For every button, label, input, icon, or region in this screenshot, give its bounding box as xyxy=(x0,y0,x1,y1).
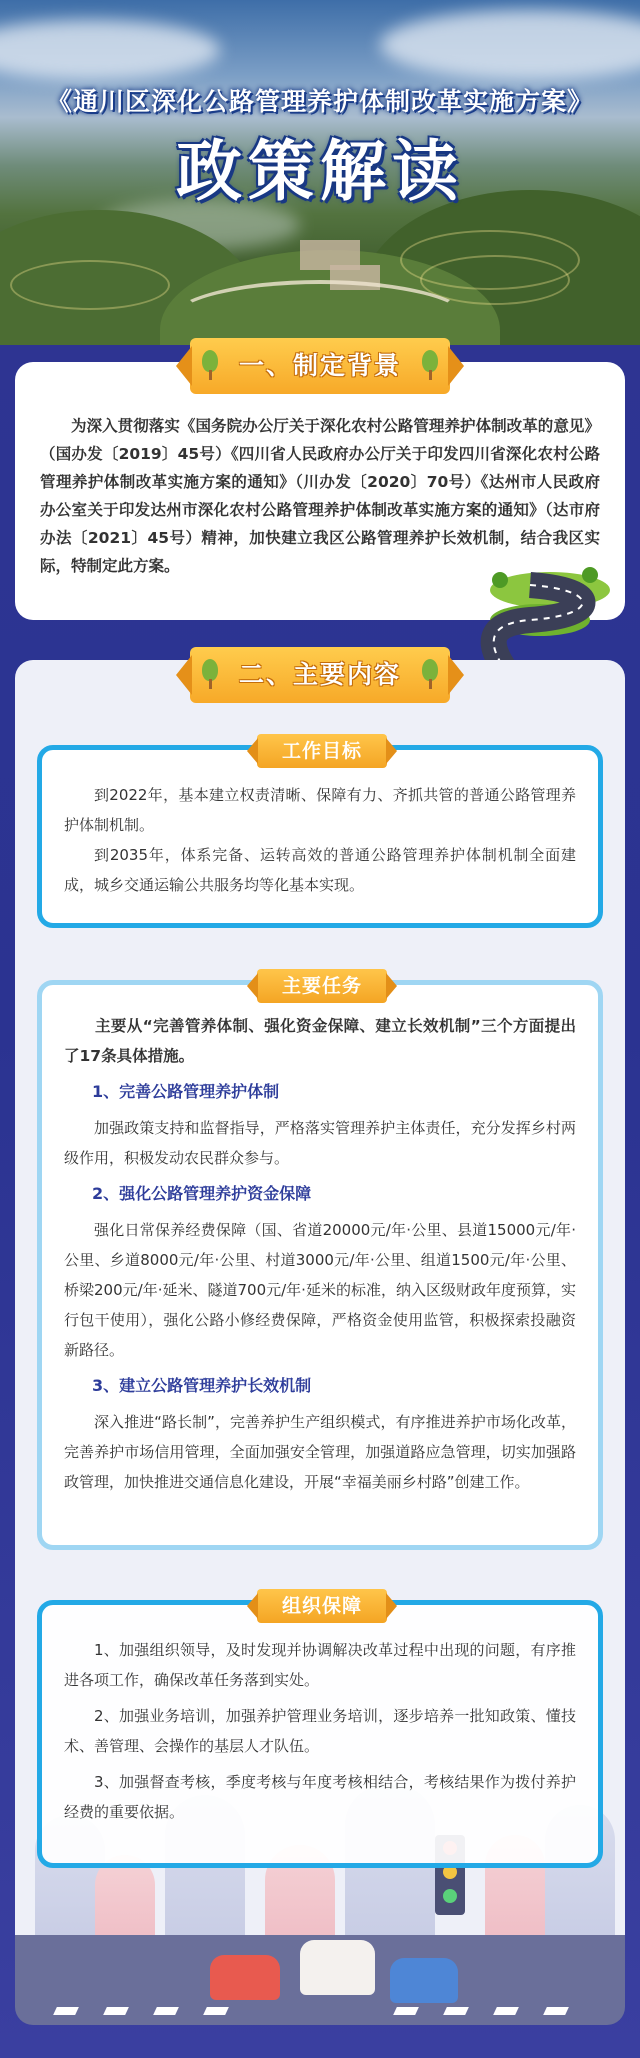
task-text-1: 加强政策支持和监督指导，严格落实管理养护主体责任，充分发挥乡村两级作用，积极发动农民群众参与。 xyxy=(64,1119,576,1167)
guarantee-tag: 组织保障 xyxy=(257,1589,387,1623)
car-icon xyxy=(210,1955,280,2000)
task-title-1: 1、完善公路管理养护体制 xyxy=(92,1082,280,1101)
road-stripe xyxy=(153,2007,179,2015)
task-text-2: 强化日常保养经费保障（国、省道20000元/年·公里、县道15000元/年·公里、乡道8000元/年·公里、村道3000元/年·公里、组道1500元/年·公里、桥梁200元/年·延米、隧道700元/年·延米的标准，纳入区级财政年度预算，实行包干使用），强化公路小修经费保障，严格资金使用监管，积极探索投融资新路径。 xyxy=(64,1221,576,1359)
goal-2022: 到2022年，基本建立权责清晰、保障有力、齐抓共管的普通公路管理养护体制机制。 xyxy=(64,786,576,834)
tree-icon xyxy=(198,659,222,689)
task-text-3: 深入推进“路长制”，完善养护生产组织模式，有序推进养护市场化改革，完善养护市场信用管理，全面加强安全管理，加强道路应急管理，切实加强路政管理，加快推进交通信息化建设，开展“幸福美丽乡村路”创建工作。 xyxy=(64,1413,576,1491)
goals-tag: 工作目标 xyxy=(257,734,387,768)
guarantee-item-3: 3、加强督查考核，季度考核与年度考核相结合，考核结果作为拨付养护经费的重要依据。 xyxy=(64,1773,576,1821)
task-title-2: 2、强化公路管理养护资金保障 xyxy=(92,1184,312,1203)
task-title-3: 3、建立公路管理养护长效机制 xyxy=(92,1376,312,1395)
section-heading-text: 二、主要内容 xyxy=(238,660,401,689)
road-stripe xyxy=(103,2007,129,2015)
section-heading-main xyxy=(190,647,450,703)
policy-title: 《通川区深化公路管理养护体制改革实施方案》 xyxy=(46,87,593,116)
tree-icon xyxy=(418,659,442,689)
tree-icon xyxy=(198,350,222,380)
road-stripe xyxy=(443,2007,469,2015)
section-heading-text: 一、制定背景 xyxy=(238,351,401,380)
road-stripe xyxy=(543,2007,569,2015)
guarantee-item-2: 2、加强业务培训，加强养护管理业务培训，逐步培养一批知政策、懂技术、善管理、会操作的基层人才队伍。 xyxy=(64,1707,576,1755)
terrace-shape xyxy=(10,260,170,310)
hero-banner xyxy=(0,0,640,345)
cloud-shape xyxy=(380,10,640,80)
tasks-intro: 主要从“完善管养体制、强化资金保障、建立长效机制”三个方面提出了17条具体措施。 xyxy=(64,1017,576,1065)
road-stripe xyxy=(53,2007,79,2015)
road-stripe xyxy=(493,2007,519,2015)
guarantee-box xyxy=(37,1595,603,1868)
section-heading-background xyxy=(190,338,450,394)
guarantee-item-1: 1、加强组织领导，及时发现并协调解决改革过程中出现的问题，有序推进各项工作，确保改革任务落到实处。 xyxy=(64,1641,576,1689)
cloud-shape xyxy=(0,20,220,80)
tasks-box xyxy=(37,975,603,1550)
tree-icon xyxy=(418,350,442,380)
tasks-tag: 主要任务 xyxy=(257,969,387,1003)
car-icon xyxy=(300,1940,375,1995)
road-stripe xyxy=(203,2007,229,2015)
policy-subtitle: 政策解读 xyxy=(176,133,464,210)
goal-2035: 到2035年，体系完备、运转高效的普通公路管理养护体制机制全面建成，城乡交通运输公共服务均等化基本实现。 xyxy=(64,846,576,894)
goals-box xyxy=(37,740,603,928)
background-text: 为深入贯彻落实《国务院办公厅关于深化农村公路管理养护体制改革的意见》（国办发〔2019〕45号）《四川省人民政府办公厅关于印发四川省深化农村公路管理养护体制改革实施方案的通知》（川办发〔2020〕70号）《达州市人民政府办公室关于印发达州市深化农村公路管理养护体制改革实施方案的通知》（达市府办法〔2021〕45号）精神，加快建立我区公路管理养护长效机制，结合我区实际，特制定此方案。 xyxy=(40,417,600,575)
car-icon xyxy=(390,1958,458,2003)
road-stripe xyxy=(393,2007,419,2015)
